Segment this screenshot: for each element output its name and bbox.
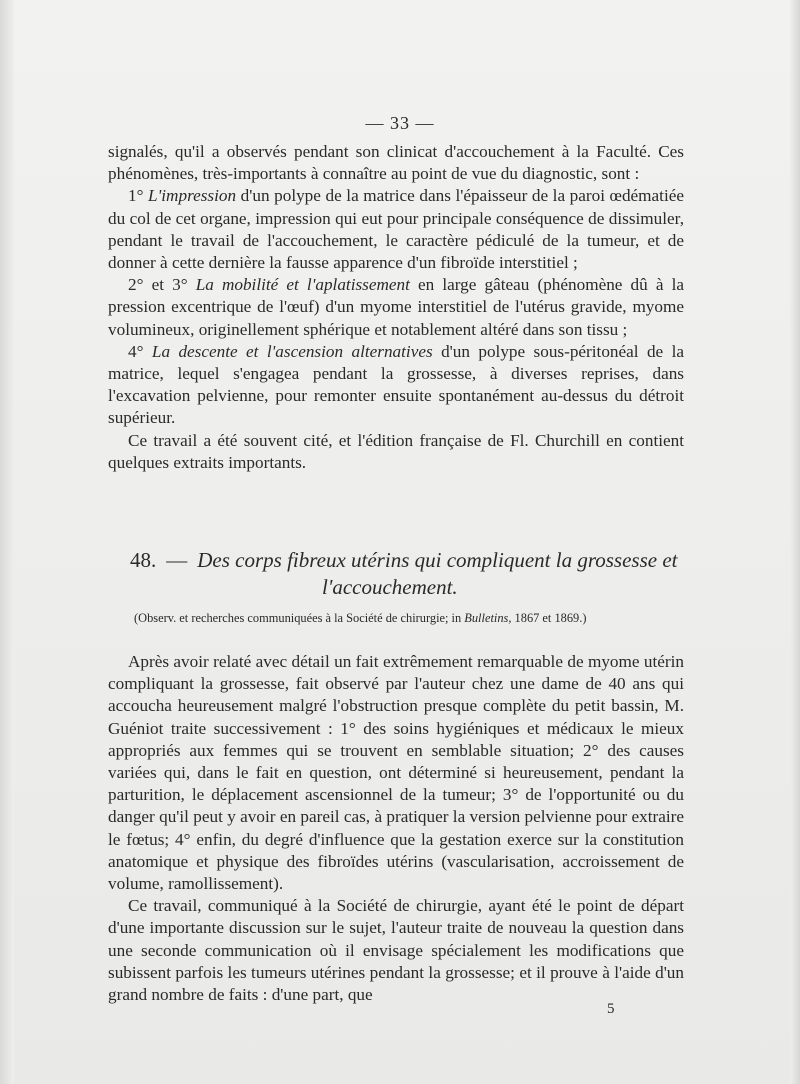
source-citation	[134, 610, 694, 626]
item-italic-term: La descente et l'ascension alternatives	[151, 341, 433, 361]
page-edge-left	[0, 0, 14, 1084]
paragraph-item-1	[108, 185, 684, 274]
item-italic-term: La mobilité et l'aplatissement	[195, 275, 410, 295]
paragraph-conclusion: Ce travail a été souvent cité, et l'édition française de Fl. Churchill en contient quelques extraits importants.	[108, 430, 684, 472]
citation-years: 1867 et 1869.)	[511, 611, 587, 625]
paragraph-item-4	[108, 341, 684, 430]
signature-mark: 5	[607, 1001, 615, 1017]
section-dash: —	[166, 548, 188, 572]
section-heading	[130, 547, 690, 601]
item-text: en large gâteau (phénomène dû à la pression excentrique de l'œuf) d'un myome interstitiel de l'utérus gravide, myome volumineux, originellement sphérique et notablement altéré dans son tissu ;	[108, 275, 684, 339]
page-edge-right	[790, 0, 800, 1084]
item-text: d'un polype de la matrice dans l'épaisseur de la paroi œdématiée du col de cet organe, impression qui eut pour principale conséquence de dissimuler, pendant le travail de l'accouchement, le caractère pédiculé de la tumeur, et de donner à cette dernière la fausse apparence d'un fibroïde interstitiel ;	[108, 186, 684, 273]
item-prefix: 4°	[128, 341, 152, 361]
top-text-block	[108, 141, 684, 474]
item-prefix: 2° et 3°	[128, 275, 196, 295]
section-title-line2: l'accouchement.	[322, 575, 458, 599]
citation-journal: Bulletins,	[464, 611, 512, 625]
item-italic-term: L'impression	[148, 186, 237, 206]
paragraph-followup: Ce travail, communiqué à la Société de chirurgie, ayant été le point de départ d'une importante discussion sur le sujet, l'auteur traite de nouveau la question dans une seconde communication où il envisage spécialement les modifications que subissent parfois les tumeurs utérines pendant la grossesse; et il prouve à l'aide d'un grand nombre de faits : d'une part, que	[108, 896, 684, 1005]
section-number: 48.	[130, 548, 157, 572]
citation-text: (Observ. et recherches communiquées à la Société de chirurgie; in	[134, 611, 465, 625]
page-number: — 33 —	[365, 113, 435, 133]
paragraph-item-2-3	[108, 274, 684, 341]
item-text: d'un polype sous-péritonéal de la matrice, lequel s'engagea pendant la grossesse, à diverses reprises, dans l'excavation pelvienne, pour remonter ensuite spontanément au-dessus du détroit supérieur.	[108, 341, 685, 428]
section-title-line1: Des corps fibreux utérins qui compliquent la grossesse et	[197, 548, 678, 572]
item-prefix: 1°	[128, 186, 149, 206]
paragraph-intro: signalés, qu'il a observés pendant son clinicat d'accouchement à la Faculté. Ces phénomènes, très-importants à connaître au point de vue du diagnostic, sont :	[108, 142, 684, 184]
bottom-text-block	[108, 651, 684, 1006]
paragraph-summary: Après avoir relaté avec détail un fait extrêmement remarquable de myome utérin compliquant la grossesse, fait observé par l'auteur chez une dame de 40 ans qui accoucha heureusement malgré l'obstruction presque complète du petit bassin, M. Guéniot traite successivement : 1° des soins hygiéniques et médicaux le mieux appropriés aux femmes qui se trouvent en semblable situation; 2° des causes variées qui, dans le fait en question, ont déterminé si heureusement, pendant la parturition, le déplacement ascensionnel de la tumeur; 3° de l'opportunité ou du danger qu'il peut y avoir en pareil cas, à pratiquer la version pelvienne pour extraire le fœtus; 4° enfin, du degré d'influence que la gestation exerce sur la constitution anatomique et physique des fibroïdes utérins (vascularisation, accroissement de volume, ramollissement).	[108, 652, 684, 894]
